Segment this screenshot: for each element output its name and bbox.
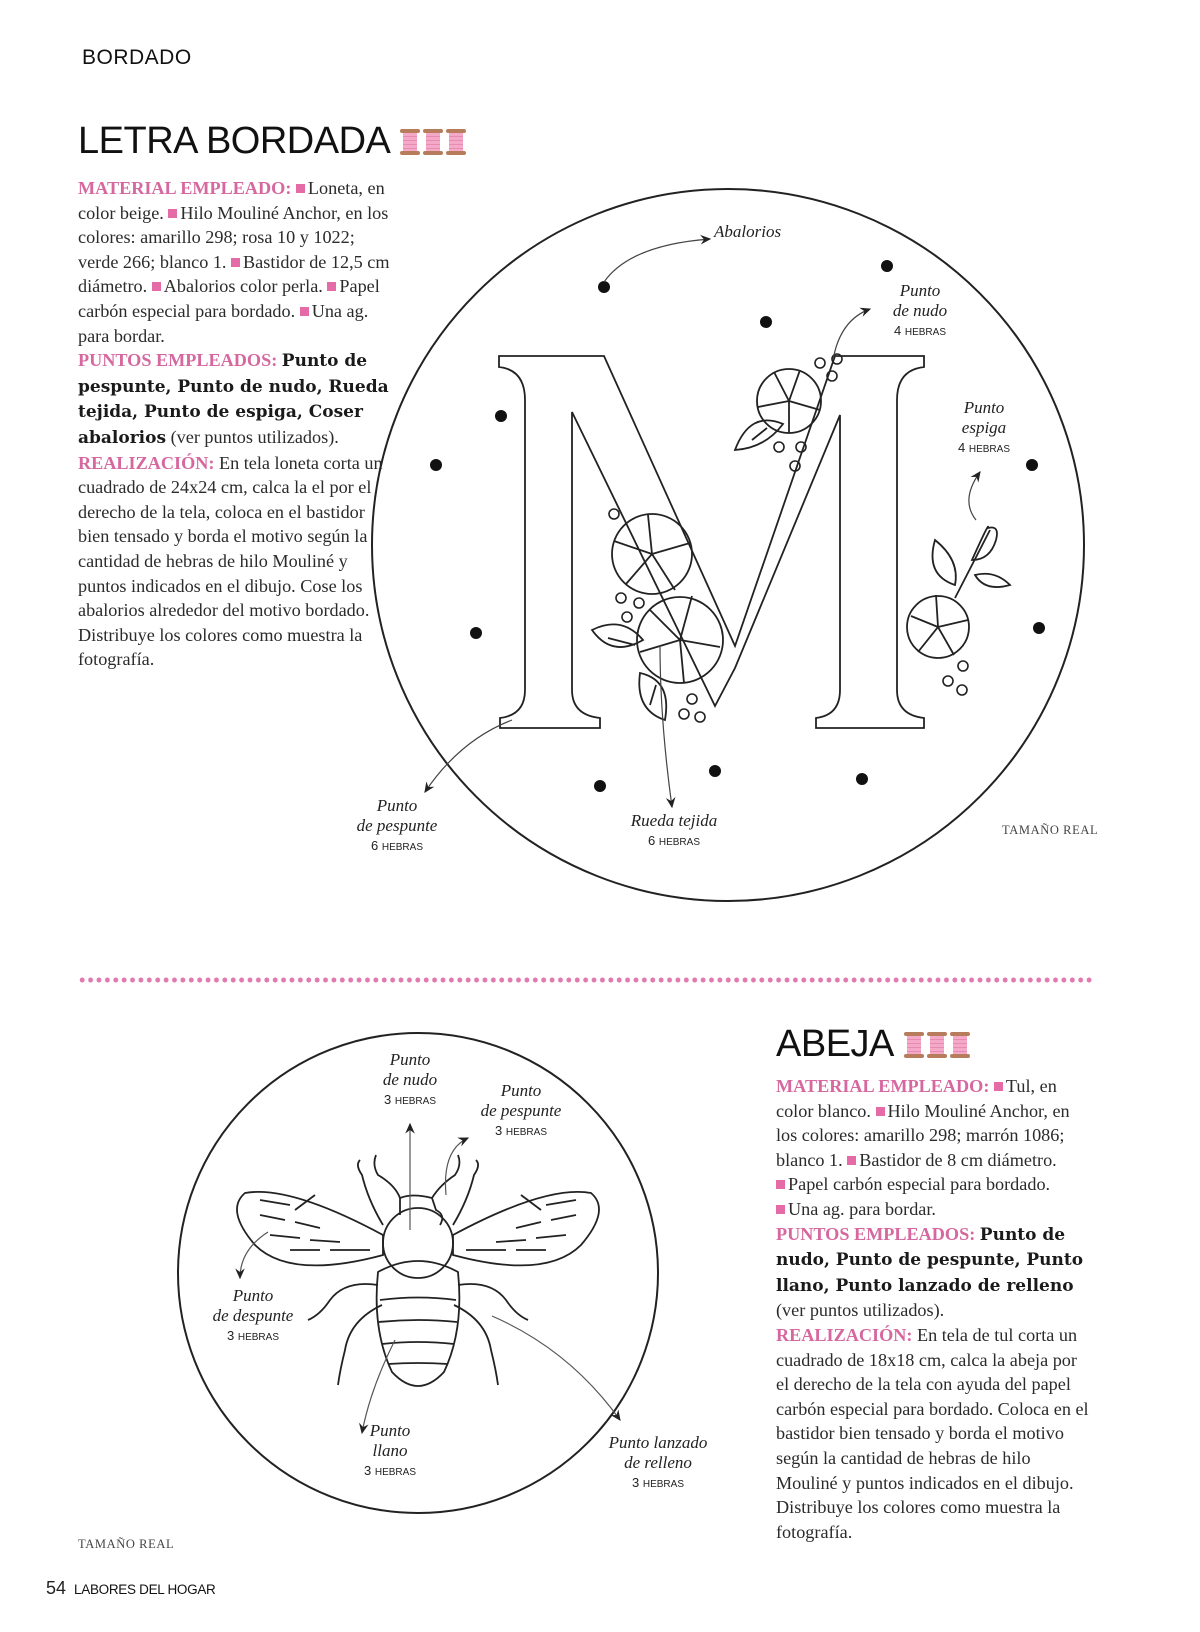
- realizacion-text: En tela loneta corta un cuadrado de 24x24 cm, calca la el por el derecho de la tela, coloca en el bastidor bien tensado y borda el motivo según la cantidad de hebras de hilo Mouliné y puntos indicados en el dibujo. Cose los abalorios alrededor del motivo bordado. Distribuye los colores como muestra la fotografía.: [78, 452, 383, 670]
- page-footer: [46, 1578, 215, 1599]
- material-item: Papel carbón especial para bordado.: [788, 1174, 1051, 1195]
- scale-note: TAMAÑO REAL: [1002, 823, 1099, 837]
- material-item: Una ag. para bordar.: [78, 300, 369, 346]
- puntos-label: PUNTOS EMPLEADOS:: [78, 350, 278, 371]
- label-punto-nudo: Punto de nudo 4 HEBRAS: [892, 281, 948, 338]
- puntos-list: Punto de pespunte, Punto de nudo, Rueda tejida, Punto de espiga, Coser abalorios: [78, 351, 389, 448]
- realizacion-label: REALIZACIÓN:: [776, 1324, 913, 1345]
- label-punto-relleno-abeja: Punto lanzado de relleno 3 HEBRAS: [608, 1433, 708, 1490]
- label-rueda-tejida: Rueda tejida 6 HEBRAS: [630, 811, 718, 848]
- material-item: Una ag. para bordar.: [788, 1198, 936, 1219]
- label-punto-espiga: Punto espiga 4 HEBRAS: [958, 398, 1010, 455]
- scale-note-abeja: TAMAÑO REAL: [78, 1537, 175, 1551]
- puntos-note: (ver puntos utilizados).: [170, 426, 339, 447]
- abeja-title-text: ABEJA: [776, 1023, 894, 1065]
- puntos-list: Punto de nudo, Punto de pespunte, Punto llano, Punto lanzado de relleno: [776, 1224, 1084, 1296]
- label-punto-nudo-abeja: Punto de nudo 3 HEBRAS: [382, 1050, 438, 1107]
- material-item: Papel carbón especial para bordado.: [78, 276, 380, 321]
- realizacion-text: En tela de tul corta un cuadrado de 18x18 cm, calca la abeja por el derecho de la tela con ayuda del papel carbón especial para bordado. Coloca en el bastidor bien tensado y borda el motivo según la cantidad de hebras de hilo Mouliné y puntos indicados en el dibujo. Distribuye los colores como muestra la fotografía.: [776, 1324, 1089, 1542]
- realizacion-label: REALIZACIÓN:: [78, 452, 215, 473]
- label-punto-pespunte-abeja: Punto de pespunte 3 HEBRAS: [480, 1081, 562, 1138]
- label-punto-pespunte: Punto de pespunte 6 HEBRAS: [356, 796, 438, 853]
- magazine-name: LABORES DEL HOGAR: [74, 1582, 216, 1597]
- page-number: 54: [46, 1578, 67, 1598]
- material-item: Bastidor de 12,5 cm diámetro.: [78, 251, 390, 297]
- material-item: Loneta, en color beige.: [78, 178, 385, 223]
- material-label: MATERIAL EMPLEADO:: [78, 178, 292, 198]
- puntos-label: PUNTOS EMPLEADOS:: [776, 1223, 976, 1244]
- label-abalorios: Abalorios: [714, 222, 782, 241]
- material-label: MATERIAL EMPLEADO:: [776, 1076, 990, 1096]
- label-punto-despunte-abeja: Punto de despunte 3 HEBRAS: [212, 1286, 294, 1343]
- material-item: Hilo Mouliné Anchor, en los colores: amarillo 298; rosa 10 y 1022; verde 266; blanco 1.: [78, 202, 389, 272]
- material-item: Abalorios color perla.: [163, 276, 323, 297]
- material-item: Hilo Mouliné Anchor, en los colores: amarillo 298; marrón 1086; blanco 1.: [776, 1100, 1070, 1170]
- material-item: Tul, en color blanco.: [776, 1076, 1057, 1121]
- label-punto-llano-abeja: Punto llano 3 HEBRAS: [364, 1421, 416, 1478]
- letra-title-text: LETRA BORDADA: [78, 120, 391, 162]
- section-tag: BORDADO: [82, 46, 192, 69]
- puntos-note: (ver puntos utilizados).: [776, 1300, 945, 1321]
- material-item: Bastidor de 8 cm diámetro.: [859, 1149, 1057, 1170]
